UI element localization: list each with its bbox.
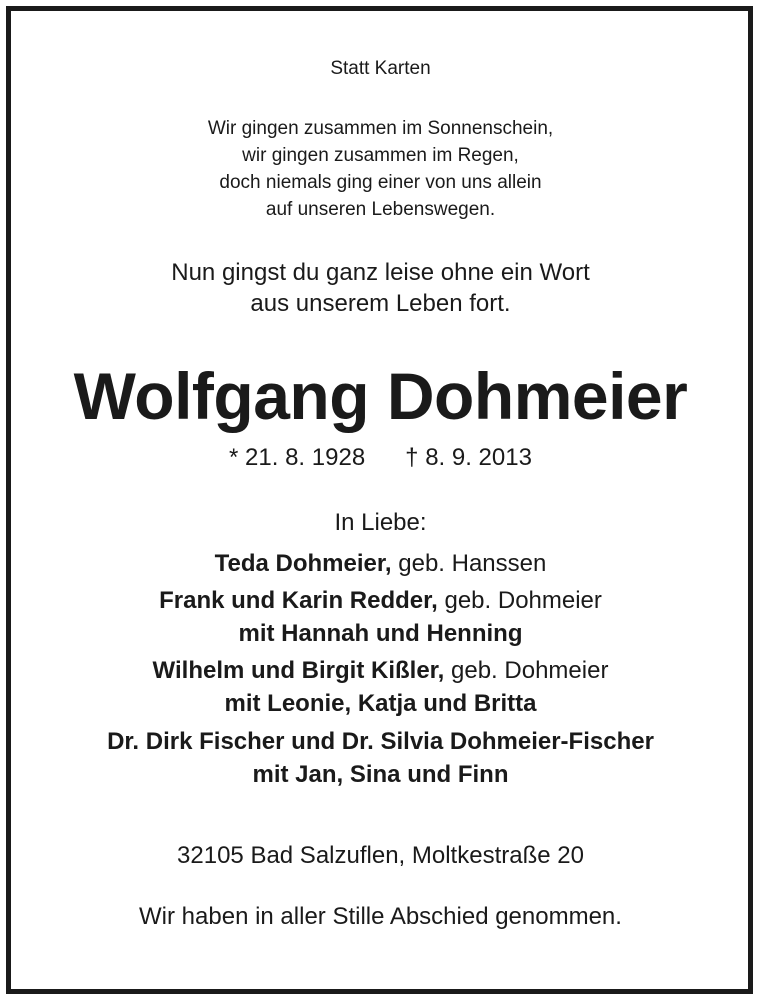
mourner-line <box>0 587 761 615</box>
mourner-line <box>0 620 761 648</box>
mourner-line <box>0 761 761 789</box>
poem-line: doch niemals ging einer von uns allein <box>219 172 542 193</box>
mourner-line <box>0 550 761 578</box>
header-text: Statt Karten <box>330 58 431 79</box>
poem-line: aus unserem Leben fort. <box>250 290 511 317</box>
mourner-name: Wilhelm und Birgit Kißler, <box>152 657 445 684</box>
mourner-note: geb. Dohmeier <box>444 657 609 684</box>
mourner-name: Teda Dohmeier, <box>214 550 392 577</box>
mourner-note: geb. Dohmeier <box>437 587 602 614</box>
mourner-line <box>0 690 761 718</box>
birth-date: * 21. 8. 1928 <box>229 444 366 471</box>
mourner-name: mit Leonie, Katja und Britta <box>224 690 537 717</box>
poem-line: auf unseren Lebenswegen. <box>265 199 496 220</box>
address: 32105 Bad Salzuflen, Moltkestraße 20 <box>177 842 584 869</box>
death-date: † 8. 9. 2013 <box>405 444 532 471</box>
deceased-name: Wolfgang Dohmeier <box>73 359 688 433</box>
life-dates <box>0 444 761 472</box>
poem-line: wir gingen zusammen im Regen, <box>242 145 519 166</box>
mourner-line <box>0 728 761 756</box>
closing-text: Wir haben in aller Stille Abschied genommen. <box>139 903 622 930</box>
mourner-name: mit Hannah und Henning <box>238 620 523 647</box>
poem-line: Nun gingst du ganz leise ohne ein Wort <box>171 259 590 286</box>
mourner-name: mit Jan, Sina und Finn <box>252 761 509 788</box>
mourner-name: Frank und Karin Redder, <box>159 587 438 614</box>
mourner-name: Dr. Dirk Fischer und Dr. Silvia Dohmeier-Fischer <box>107 728 654 755</box>
poem-line: Wir gingen zusammen im Sonnenschein, <box>207 118 554 139</box>
mourner-note: geb. Hanssen <box>391 550 547 577</box>
mourners-intro: In Liebe: <box>334 509 427 536</box>
mourner-line <box>0 657 761 685</box>
